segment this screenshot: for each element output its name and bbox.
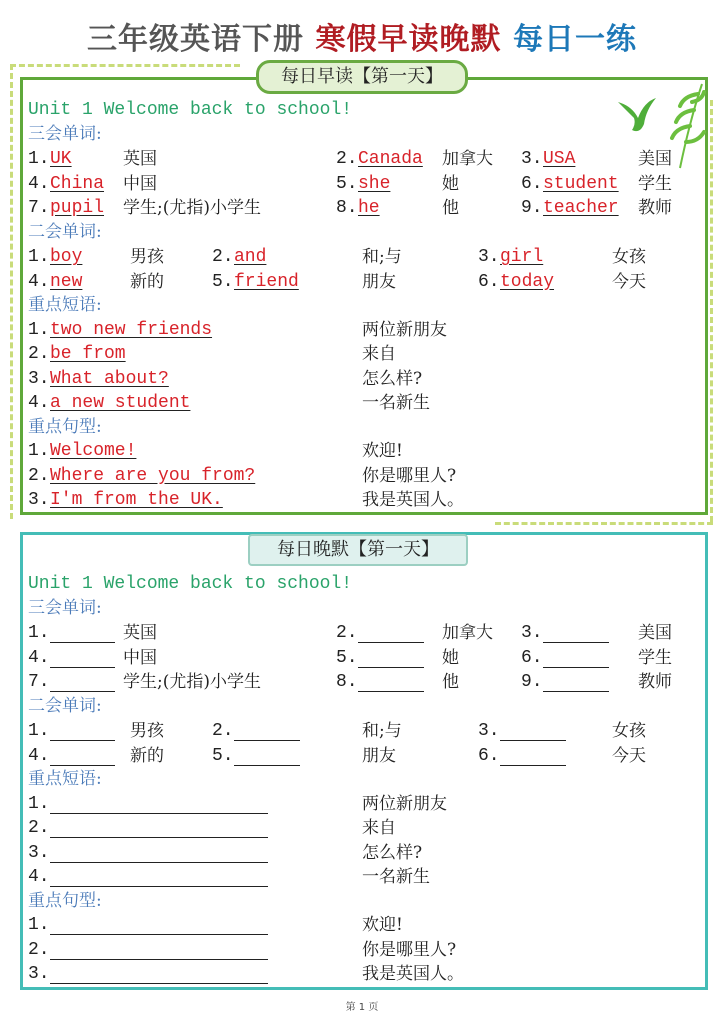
vocab-word: USA [543, 149, 576, 169]
answer-blank[interactable] [50, 837, 268, 838]
vocab-word: student [543, 173, 619, 194]
chinese-meaning: 学生 [638, 173, 672, 194]
item-number: 3. [28, 842, 50, 863]
vocab-word: new [50, 271, 83, 292]
chinese-meaning: 学生;(尤指)小学生 [123, 198, 261, 218]
key-phrase: What about? [50, 368, 169, 389]
chinese-meaning: 两位新朋友 [362, 794, 447, 814]
page-number: 第 1 页 [345, 1002, 379, 1013]
vocab-word: she [358, 173, 391, 194]
item-number: 7. [28, 198, 50, 218]
chinese-meaning: 和;与 [362, 247, 402, 267]
item-number: 2. [336, 149, 358, 169]
item-number: 4. [28, 393, 50, 414]
chinese-meaning: 和;与 [362, 721, 402, 741]
item-number: 3. [28, 964, 50, 984]
chinese-meaning: 来自 [362, 818, 396, 839]
item-number: 2. [212, 247, 234, 267]
item-number: 2. [28, 818, 50, 839]
chinese-meaning: 你是哪里人? [362, 465, 457, 486]
item-number: 4. [28, 173, 50, 194]
vocab-word: girl [500, 247, 544, 267]
item-number: 1. [28, 149, 50, 169]
key-sentence: Welcome! [50, 441, 137, 461]
chinese-meaning: 怎么样? [362, 842, 423, 863]
title-part-2: 寒假早读晚默 [315, 22, 502, 57]
chinese-meaning: 他 [442, 672, 459, 692]
section-heading: 重点短语: [28, 295, 102, 315]
key-phrase: two new friends [50, 320, 213, 340]
chinese-meaning: 教师 [638, 672, 672, 692]
chinese-meaning: 女孩 [612, 247, 646, 267]
item-number: 2. [336, 623, 358, 643]
item-number: 7. [28, 672, 50, 692]
chinese-meaning: 新的 [130, 745, 164, 766]
evening-badge: 每日晚默【第一天】 [248, 534, 468, 566]
chinese-meaning: 怎么样? [362, 368, 423, 389]
chinese-meaning: 两位新朋友 [362, 320, 447, 340]
chinese-meaning: 朋友 [362, 271, 396, 292]
answer-blank[interactable] [358, 642, 424, 643]
vocab-word: pupil [50, 198, 105, 218]
item-number: 2. [28, 344, 50, 365]
chinese-meaning: 她 [442, 647, 459, 668]
item-number: 4. [28, 867, 50, 888]
item-number: 3. [28, 368, 50, 389]
item-number: 1. [28, 320, 50, 340]
chinese-meaning: 一名新生 [362, 393, 430, 414]
chinese-meaning: 中国 [123, 173, 157, 194]
chinese-meaning: 学生;(尤指)小学生 [123, 672, 261, 692]
answer-blank[interactable] [50, 862, 268, 863]
decorative-dashed-line [495, 522, 713, 525]
item-number: 9. [521, 198, 543, 218]
item-number: 6. [478, 745, 500, 766]
section-heading: 重点句型: [28, 417, 102, 437]
chinese-meaning: 加拿大 [442, 623, 493, 643]
item-number: 2. [212, 721, 234, 741]
answer-blank[interactable] [500, 740, 566, 741]
title-part-1: 三年级英语下册 [87, 22, 305, 57]
item-number: 1. [28, 247, 50, 267]
title-part-3: 每日一练 [512, 22, 637, 57]
answer-blank[interactable] [50, 959, 268, 960]
item-number: 6. [478, 271, 500, 292]
item-number: 4. [28, 647, 50, 668]
key-phrase: be from [50, 344, 126, 365]
chinese-meaning: 今天 [612, 745, 646, 766]
item-number: 2. [28, 465, 50, 486]
key-sentence: Where are you from? [50, 465, 256, 486]
chinese-meaning: 英国 [123, 623, 157, 643]
item-number: 4. [28, 271, 50, 292]
answer-blank[interactable] [543, 691, 609, 692]
answer-blank[interactable] [50, 983, 268, 984]
chinese-meaning: 他 [442, 198, 459, 218]
decorative-dashed-line [10, 64, 13, 519]
unit-title: Unit 1 Welcome back to school! [28, 100, 353, 120]
chinese-meaning: 朋友 [362, 745, 396, 766]
answer-blank[interactable] [543, 642, 609, 643]
chinese-meaning: 美国 [638, 623, 672, 643]
chinese-meaning: 中国 [123, 647, 157, 668]
item-number: 1. [28, 441, 50, 461]
decorative-dashed-line [710, 100, 713, 522]
chinese-meaning: 学生 [638, 647, 672, 668]
chinese-meaning: 今天 [612, 271, 646, 292]
vocab-word: UK [50, 149, 72, 169]
answer-blank[interactable] [50, 691, 115, 692]
chinese-meaning: 我是英国人。 [362, 964, 464, 984]
answer-blank[interactable] [50, 642, 115, 643]
item-number: 1. [28, 794, 50, 814]
item-number: 1. [28, 915, 50, 935]
item-number: 3. [478, 247, 500, 267]
answer-blank[interactable] [50, 667, 115, 668]
item-number: 8. [336, 198, 358, 218]
item-number: 2. [28, 939, 50, 960]
chinese-meaning: 英国 [123, 149, 157, 169]
page-title [0, 14, 724, 58]
item-number: 5. [336, 173, 358, 194]
answer-blank[interactable] [50, 886, 268, 887]
answer-blank[interactable] [543, 667, 609, 668]
answer-blank[interactable] [50, 934, 268, 935]
item-number: 5. [212, 271, 234, 292]
chinese-meaning: 她 [442, 173, 459, 194]
chinese-meaning: 美国 [638, 149, 672, 169]
vocab-word: today [500, 271, 555, 292]
answer-blank[interactable] [358, 667, 424, 668]
vocab-word: China [50, 173, 105, 194]
section-heading: 重点句型: [28, 891, 102, 911]
item-number: 8. [336, 672, 358, 692]
item-number: 6. [521, 647, 543, 668]
item-number: 5. [336, 647, 358, 668]
answer-blank[interactable] [50, 765, 115, 766]
section-heading: 二会单词: [28, 696, 102, 716]
chinese-meaning: 欢迎! [362, 441, 403, 461]
morning-badge: 每日早读【第一天】 [256, 60, 468, 94]
answer-blank[interactable] [234, 740, 300, 741]
item-number: 4. [28, 745, 50, 766]
chinese-meaning: 女孩 [612, 721, 646, 741]
section-heading: 二会单词: [28, 222, 102, 242]
vocab-word: Canada [358, 149, 423, 169]
chinese-meaning: 来自 [362, 344, 396, 365]
chinese-meaning: 你是哪里人? [362, 939, 457, 960]
answer-blank[interactable] [50, 740, 115, 741]
chinese-meaning: 教师 [638, 198, 672, 218]
item-number: 3. [521, 623, 543, 643]
item-number: 1. [28, 623, 50, 643]
answer-blank[interactable] [234, 765, 300, 766]
vocab-word: and [234, 247, 267, 267]
item-number: 5. [212, 745, 234, 766]
item-number: 1. [28, 721, 50, 741]
item-number: 3. [521, 149, 543, 169]
decorative-dashed-line [10, 64, 240, 67]
section-heading: 重点短语: [28, 769, 102, 789]
section-heading: 三会单词: [28, 124, 102, 144]
chinese-meaning: 新的 [130, 271, 164, 292]
vocab-word: teacher [543, 198, 619, 218]
answer-blank[interactable] [358, 691, 424, 692]
vocab-word: friend [234, 271, 299, 292]
vocab-word: he [358, 198, 380, 218]
chinese-meaning: 男孩 [130, 247, 164, 267]
unit-title: Unit 1 Welcome back to school! [28, 574, 353, 594]
item-number: 3. [28, 490, 50, 510]
item-number: 9. [521, 672, 543, 692]
chinese-meaning: 男孩 [130, 721, 164, 741]
answer-blank[interactable] [50, 813, 268, 814]
key-phrase: a new student [50, 393, 191, 414]
vocab-word: boy [50, 247, 83, 267]
answer-blank[interactable] [500, 765, 566, 766]
chinese-meaning: 欢迎! [362, 915, 403, 935]
key-sentence: I'm from the UK. [50, 490, 223, 510]
item-number: 3. [478, 721, 500, 741]
item-number: 6. [521, 173, 543, 194]
chinese-meaning: 我是英国人。 [362, 490, 464, 510]
chinese-meaning: 一名新生 [362, 867, 430, 888]
section-heading: 三会单词: [28, 598, 102, 618]
chinese-meaning: 加拿大 [442, 149, 493, 169]
